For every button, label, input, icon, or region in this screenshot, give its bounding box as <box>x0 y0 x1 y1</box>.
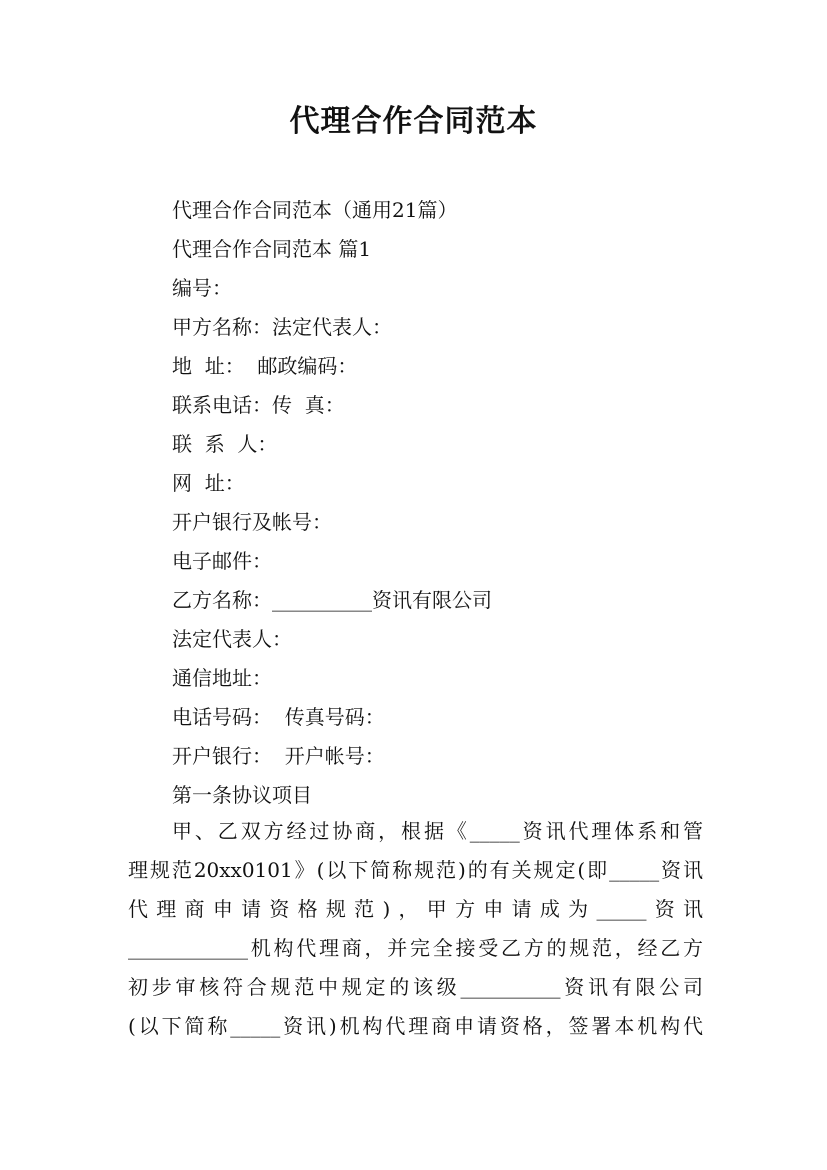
contract-fields <box>172 191 712 815</box>
article-heading: 第一条协议项目 <box>172 783 312 807</box>
paragraph-line: 理规范20xx0101》(以下简称规范)的有关规定(即_____资讯 <box>128 858 703 882</box>
section-heading: 代理合作合同范本 篇1 <box>172 237 372 261</box>
field-website: 网 址： <box>172 471 245 495</box>
field-party-a-name: 甲方名称：法定代表人： <box>172 315 392 339</box>
field-phone-fax: 电话号码： 传真号码： <box>172 705 385 729</box>
paragraph-line: (以下简称_____资讯)机构代理商申请资格，签署本机构代 <box>128 1014 703 1038</box>
paragraph-line: ____________机构代理商，并完全接受乙方的规范，经乙方 <box>128 936 703 960</box>
field-party-b-name: 乙方名称：__________资讯有限公司 <box>172 588 492 612</box>
field-email: 电子邮件： <box>172 549 272 573</box>
field-contact: 联 系 人： <box>172 432 278 456</box>
field-bank-account: 开户银行及帐号： <box>172 510 332 534</box>
field-number: 编号： <box>172 276 232 300</box>
field-phone: 联系电话：传 真： <box>172 393 345 417</box>
article-paragraph <box>128 812 703 1046</box>
field-address: 地 址： 邮政编码： <box>172 354 358 378</box>
field-legal-rep: 法定代表人： <box>172 627 292 651</box>
field-mailing-address: 通信地址： <box>172 666 272 690</box>
paragraph-line: 甲、乙双方经过协商，根据《_____资讯代理体系和管 <box>172 819 703 843</box>
document-title: 代理合作合同范本 <box>289 104 538 139</box>
field-bank-info: 开户银行： 开户帐号： <box>172 744 385 768</box>
paragraph-line: 初步审核符合规范中规定的该级__________资讯有限公司 <box>128 975 703 999</box>
document-subtitle: 代理合作合同范本（通用21篇） <box>172 198 458 222</box>
paragraph-line: 代理商申请资格规范)，甲方申请成为_____资讯 <box>128 897 703 921</box>
